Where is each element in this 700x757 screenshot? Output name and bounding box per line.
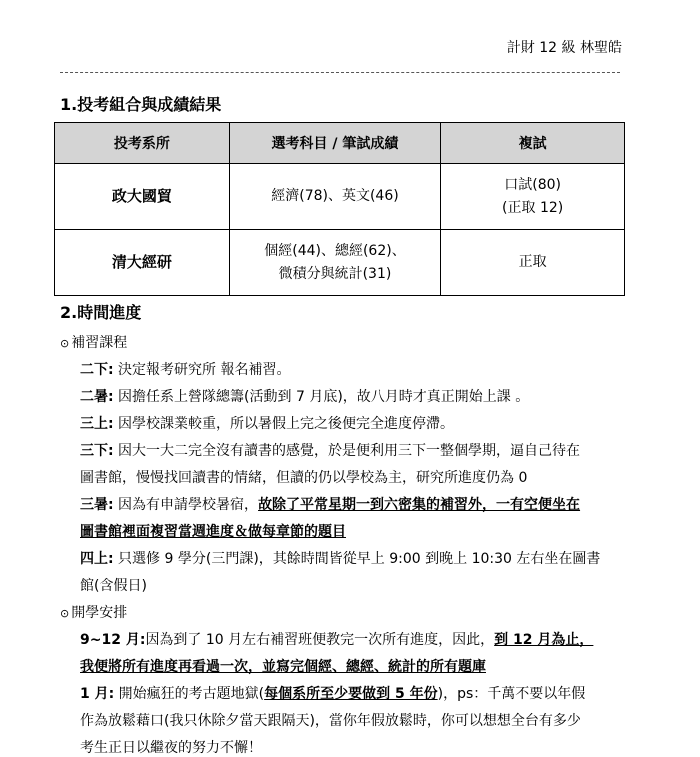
period-label: 三暑: <box>80 497 114 513</box>
period-label: 二下: <box>80 362 114 378</box>
timeline-entry <box>80 683 585 703</box>
bullet-tutoring <box>60 332 127 352</box>
timeline-entry <box>80 629 593 649</box>
period-label: 9~12 月: <box>80 632 146 648</box>
entry-text: 因為到了 10 月左右補習班便教完一次所有進度，因此， <box>145 632 495 648</box>
period-label: 三下: <box>80 443 114 459</box>
timeline-entry-continued: 圖書館，慢慢找回讀書的情緒，但讀的仍以學校為主，研究所進度仍為 0 <box>80 470 528 486</box>
subjects-text: 經濟(78)、英文(46) <box>271 188 399 204</box>
timeline-entry <box>80 440 580 460</box>
timeline-entry <box>80 494 580 514</box>
section-title-results: 1.投考組合與成績結果 <box>60 95 222 114</box>
subjects-cell <box>229 164 441 230</box>
timeline-entry <box>80 386 529 406</box>
interview-rank: (正取 12) <box>502 199 564 216</box>
table-header-row <box>55 123 625 164</box>
school-cell: 清大經研 <box>55 230 230 296</box>
timeline-entry-continued: 館(含假日) <box>80 578 147 594</box>
school-cell: 政大國貿 <box>55 164 230 230</box>
interview-cell <box>441 164 625 230</box>
bullet-semester <box>60 602 127 622</box>
timeline-entry-continued: 考生正日以繼夜的努力不懈！ <box>80 740 262 756</box>
emphasis-text: 每個系所至少要做到 5 年份 <box>264 686 438 702</box>
timeline-entry <box>80 413 454 433</box>
column-header: 投考系所 <box>55 123 230 164</box>
timeline-entry-continued: 作為放鬆藉口(我只休除夕當天跟隔天)，當你年假放鬆時，你可以想想全台有多少 <box>80 713 581 729</box>
table-row <box>55 230 625 296</box>
emphasis-text: 到 12 月為止， <box>494 632 594 648</box>
subjects-text: 微積分與統計(31) <box>278 265 392 282</box>
timeline-entry <box>80 359 291 379</box>
bullet-icon: ⊙ <box>60 337 70 350</box>
entry-text: 開始瘋狂的考古題地獄( <box>114 686 265 702</box>
table-row <box>55 164 625 230</box>
interview-result: 正取 <box>518 254 547 270</box>
entry-text: 因學校課業較重，所以暑假上完之後便完全進度停滯。 <box>113 416 455 432</box>
subjects-text: 個經(44)、總經(62)、 <box>264 242 406 259</box>
interview-cell <box>441 230 625 296</box>
bullet-label: 開學安排 <box>71 605 128 621</box>
interview-score: 口試(80) <box>504 176 562 193</box>
period-label: 三上: <box>80 416 114 432</box>
emphasis-text: 圖書館裡面複習當週進度＆做每章節的題目 <box>80 524 346 540</box>
period-label: 四上: <box>80 551 114 567</box>
column-header: 選考科目 / 筆試成績 <box>229 123 441 164</box>
dashed-divider <box>60 72 620 73</box>
column-header: 複試 <box>441 123 625 164</box>
entry-text: 因大一大二完全沒有讀書的感覺，於是便利用三下一整個學期，逼自己待在 <box>113 443 581 459</box>
bullet-label: 補習課程 <box>71 335 128 351</box>
emphasis-text: 我便將所有進度再看過一次，並寫完個經、總經、統計的所有題庫 <box>80 659 486 675</box>
period-label: 二暑: <box>80 389 114 405</box>
entry-text: )，ps：千萬不要以年假 <box>437 686 586 702</box>
entry-text: 因擔任系上營隊總籌(活動到 7 月底)，故八月時才真正開始上課 。 <box>113 389 530 405</box>
entry-text: 決定報考研究所 報名補習。 <box>113 362 291 378</box>
results-table <box>54 122 625 296</box>
entry-text: 只選修 9 學分(三門課)，其餘時間皆從早上 9:00 到晚上 10:30 左右坐在圖書 <box>113 551 601 567</box>
bullet-icon: ⊙ <box>60 607 70 620</box>
subjects-cell <box>229 230 441 296</box>
period-label: 1 月: <box>80 686 115 702</box>
timeline-entry <box>80 548 600 568</box>
section-title-timeline: 2.時間進度 <box>60 303 142 322</box>
entry-text: 因為有申請學校暑宿， <box>113 497 259 513</box>
emphasis-text: 故除了平常星期一到六密集的補習外，一有空便坐在 <box>258 497 581 513</box>
author-header: 計財 12 級 林聖皓 <box>506 40 622 56</box>
